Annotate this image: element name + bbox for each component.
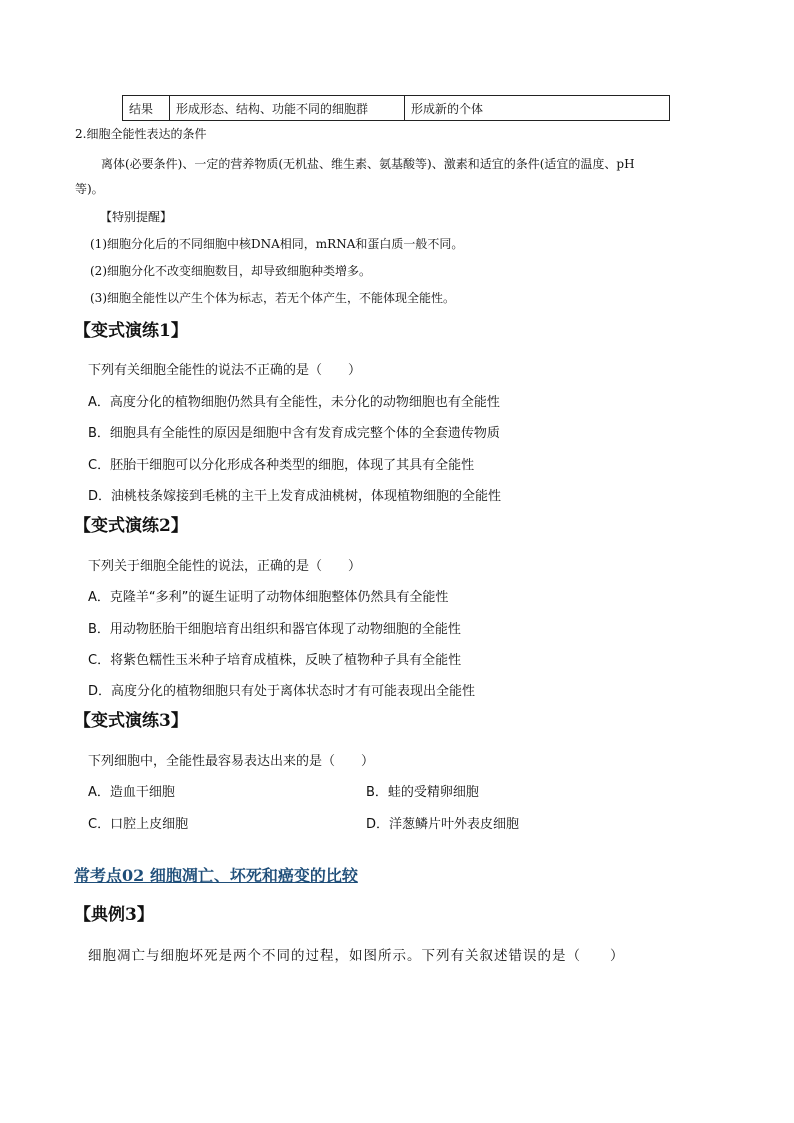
exercise-heading: 【变式演练3】	[74, 711, 188, 731]
question-stem: 下列细胞中，全能性最容易表达出来的是（ ）	[88, 754, 375, 769]
option-d[interactable]: D．高度分化的植物细胞只有处于离体状态时才有可能表现出全能性	[88, 684, 476, 699]
option-c[interactable]: C．胚胎干细胞可以分化形成各种类型的细胞，体现了其具有全能性	[88, 458, 475, 473]
exercise-heading: 【变式演练1】	[74, 321, 188, 341]
table-cell: 形成形态、结构、功能不同的细胞群	[170, 96, 405, 121]
option-a[interactable]: A．高度分化的植物细胞仍然具有全能性，未分化的动物细胞也有全能性	[88, 395, 500, 410]
table-cell: 形成新的个体	[405, 96, 670, 121]
table-cell: 结果	[123, 96, 170, 121]
comparison-table-fragment	[122, 95, 670, 121]
option-c[interactable]: C．口腔上皮细胞	[88, 817, 189, 832]
option-c[interactable]: C．将紫色糯性玉米种子培育成植株，反映了植物种子具有全能性	[88, 653, 462, 668]
example-heading: 【典例3】	[74, 905, 154, 925]
conditions-line-1: 离体(必要条件)、一定的营养物质(无机盐、维生素、氨基酸等)、激素和适宜的条件(适宜的温度、pH	[101, 157, 635, 171]
exercise-heading: 【变式演练2】	[74, 516, 188, 536]
reminder-item: (3)细胞全能性以产生个体为标志，若无个体产生，不能体现全能性。	[90, 291, 456, 305]
conditions-line-2: 等)。	[75, 182, 104, 196]
reminder-title: 【特别提醒】	[100, 210, 173, 224]
question-stem: 下列关于细胞全能性的说法，正确的是（ ）	[88, 559, 362, 574]
option-b[interactable]: B．蛙的受精卵细胞	[366, 785, 479, 800]
option-d[interactable]: D．油桃枝条嫁接到毛桃的主干上发育成油桃树，体现植物细胞的全能性	[88, 489, 502, 504]
option-b[interactable]: B．细胞具有全能性的原因是细胞中含有发育成完整个体的全套遗传物质	[88, 426, 500, 441]
option-a[interactable]: A．造血干细胞	[88, 785, 175, 800]
subsection-title: 2.细胞全能性表达的条件	[75, 127, 207, 141]
reminder-item: (2)细胞分化不改变细胞数目，却导致细胞种类增多。	[90, 264, 372, 278]
option-a[interactable]: A．克隆羊“多利”的诞生证明了动物体细胞整体仍然具有全能性	[88, 590, 449, 605]
question-stem: 下列有关细胞全能性的说法不正确的是（ ）	[88, 363, 362, 378]
section-heading: 常考点02 细胞凋亡、坏死和癌变的比较	[74, 866, 358, 885]
table-row	[123, 96, 670, 121]
reminder-item: (1)细胞分化后的不同细胞中核DNA相同，mRNA和蛋白质一般不同。	[90, 237, 464, 251]
option-b[interactable]: B．用动物胚胎干细胞培育出组织和器官体现了动物细胞的全能性	[88, 622, 461, 637]
question-stem: 细胞凋亡与细胞坏死是两个不同的过程，如图所示。下列有关叙述错误的是（ ）	[88, 948, 625, 964]
option-d[interactable]: D．洋葱鳞片叶外表皮细胞	[366, 817, 520, 832]
